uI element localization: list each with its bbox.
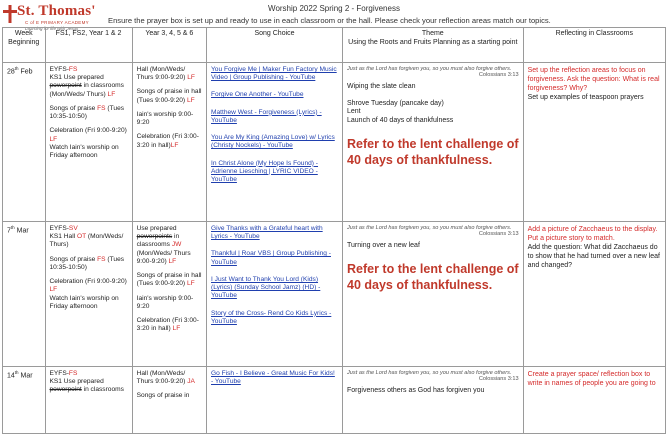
page-subtitle: Ensure the prayer box is set up and ready to use in each classroom or the hall. Please check your reflection areas match our topics.: [108, 16, 551, 25]
song-link[interactable]: Give Thanks with a Grateful heart with Lyrics - YouTube: [211, 225, 323, 241]
song-link[interactable]: Forgive One Another - YouTube: [211, 91, 304, 99]
song-link[interactable]: Story of the Cross- Rend Co Kids Lyrics - YouTube: [211, 309, 332, 325]
fs-cell: EYFS-FS KS1 Use prepared powerpoint in classrooms (Mon/Weds/ Thurs) LF Songs of praise FS (Tues 10:35-10:50) Celebration (Fri 9:00-9:20) LF Watch Iain's worship on Friday afternoon: [45, 63, 132, 222]
song-link[interactable]: I Just Want to Thank You Lord (Kids)(Lyrics) (Sunday School Jamz) (HD) - YouTube: [211, 275, 321, 300]
fs-cell: EYFS-SV KS1 Hall OT (Mon/Weds/ Thurs) Songs of praise FS (Tues 10:35-10:50) Celebration (Fri 9:00-9:20) LF Watch Iain's worship on Friday afternoon: [45, 222, 132, 367]
week-cell: 28th Feb: [3, 63, 46, 222]
page-title: Worship 2022 Spring 2 - Forgiveness: [268, 4, 400, 13]
song-link[interactable]: In Christ Alone (My Hope Is Found) - Adrienne Liesching | LYRIC VIDEO - YouTube: [211, 159, 319, 184]
reflection-cell: Create a prayer space/ reflection box to write in names of people you are going to: [523, 367, 665, 434]
song-link[interactable]: Go Fish - I Believe - Great Music For Kids! - YouTube: [211, 370, 335, 386]
header-fs: FS1, FS2, Year 1 & 2: [45, 28, 132, 63]
worship-table: [2, 27, 666, 434]
lent-challenge-note: Refer to the lent challenge of 40 days of thankfulness.: [347, 136, 519, 168]
header-row: [3, 28, 666, 63]
week-cell: 7th Mar: [3, 222, 46, 367]
song-link[interactable]: Matthew West - Forgiveness (Lyrics) - YouTube: [211, 108, 322, 124]
song-link[interactable]: Thankful | Roar VBS | Group Publishing - YouTube: [211, 250, 331, 266]
reflection-cell: Add a picture of Zacchaeus to the display. Put a picture story to match. Add the question: What did Zacchaeus do to show that he had turned over a new leaf and changed?: [523, 222, 665, 367]
header-theme: Theme Using the Roots and Fruits Planning as a starting point: [343, 28, 524, 63]
song-cell: [207, 222, 343, 367]
table-row: [3, 222, 666, 367]
song-link[interactable]: You Are My King (Amazing Love) w/ Lyrics (Christy Nockels) - YouTube: [211, 134, 335, 150]
logo-subtitle: C of E PRIMARY ACADEMY: [25, 20, 89, 25]
table-row: [3, 63, 666, 222]
theme-cell: Just as the Lord has forgiven you, so you must also forgive others. Colossians 3:13 Turning over a new leaf Refer to the lent challenge of 40 days of thankfulness.: [343, 222, 524, 367]
song-cell: [207, 367, 343, 434]
header-week: Week Beginning: [3, 28, 46, 63]
fs-cell: EYFS-FS KS1 Use prepared powerpoint in classrooms: [45, 367, 132, 434]
y3-cell: Hall (Mon/Weds/ Thurs 9:00-9:20) LF Songs of praise in hall (Tues 9:00-9:20) LF Iain's worship 9:00-9:20 Celebration (Fri 3:00-3:20 in hall)LF: [132, 63, 206, 222]
song-cell: [207, 63, 343, 222]
header-y3: Year 3, 4, 5 & 6: [132, 28, 206, 63]
header-reflecting: Reflecting in Classrooms: [523, 28, 665, 63]
logo-name: St. Thomas': [17, 3, 96, 19]
bible-verse: Just as the Lord has forgiven you, so you must also forgive others. Colossians 3:13: [347, 370, 519, 382]
reflection-cell: Set up the reflection areas to focus on forgiveness. Ask the question: What is real forgiveness? Why? Set up examples of teaspoon prayers: [523, 63, 665, 222]
bible-verse: Just as the Lord has forgiven you, so you must also forgive others. Colossians 3:13: [347, 66, 519, 78]
y3-cell: Use prepared powerpoints in classrooms JW (Mon/Weds/ Thurs 9:00-9:20) LF Songs of praise in hall (Tues 9:00-9:20) LF Iain's worship 9:00-9:20 Celebration (Fri 3:00-3:20 in hall) LF: [132, 222, 206, 367]
theme-cell: Just as the Lord has forgiven you, so you must also forgive others. Colossians 3:13 Forgiveness others as God has forgiven you: [343, 367, 524, 434]
bible-verse: Just as the Lord has forgiven you, so you must also forgive others. Colossians 3:13: [347, 225, 519, 237]
logo-tagline: Learning for life with Jesus: [25, 26, 79, 31]
header-song: Song Choice: [207, 28, 343, 63]
song-link[interactable]: You Forgive Me | Maker Fun Factory Music Video | Group Publishing - YouTube: [211, 66, 337, 82]
lent-challenge-note: Refer to the lent challenge of 40 days of thankfulness.: [347, 261, 519, 292]
y3-cell: Hall (Mon/Weds/ Thurs 9:00-9:20) JA Songs of praise in: [132, 367, 206, 434]
theme-cell: Just as the Lord has forgiven you, so you must also forgive others. Colossians 3:13 Wiping the slate clean Shrove Tuesday (pancake day) Lent Launch of 40 days of thankfulness Refer to the lent challenge of 40 days of thankfulness.: [343, 63, 524, 222]
week-cell: 14th Mar: [3, 367, 46, 434]
table-row: [3, 367, 666, 434]
